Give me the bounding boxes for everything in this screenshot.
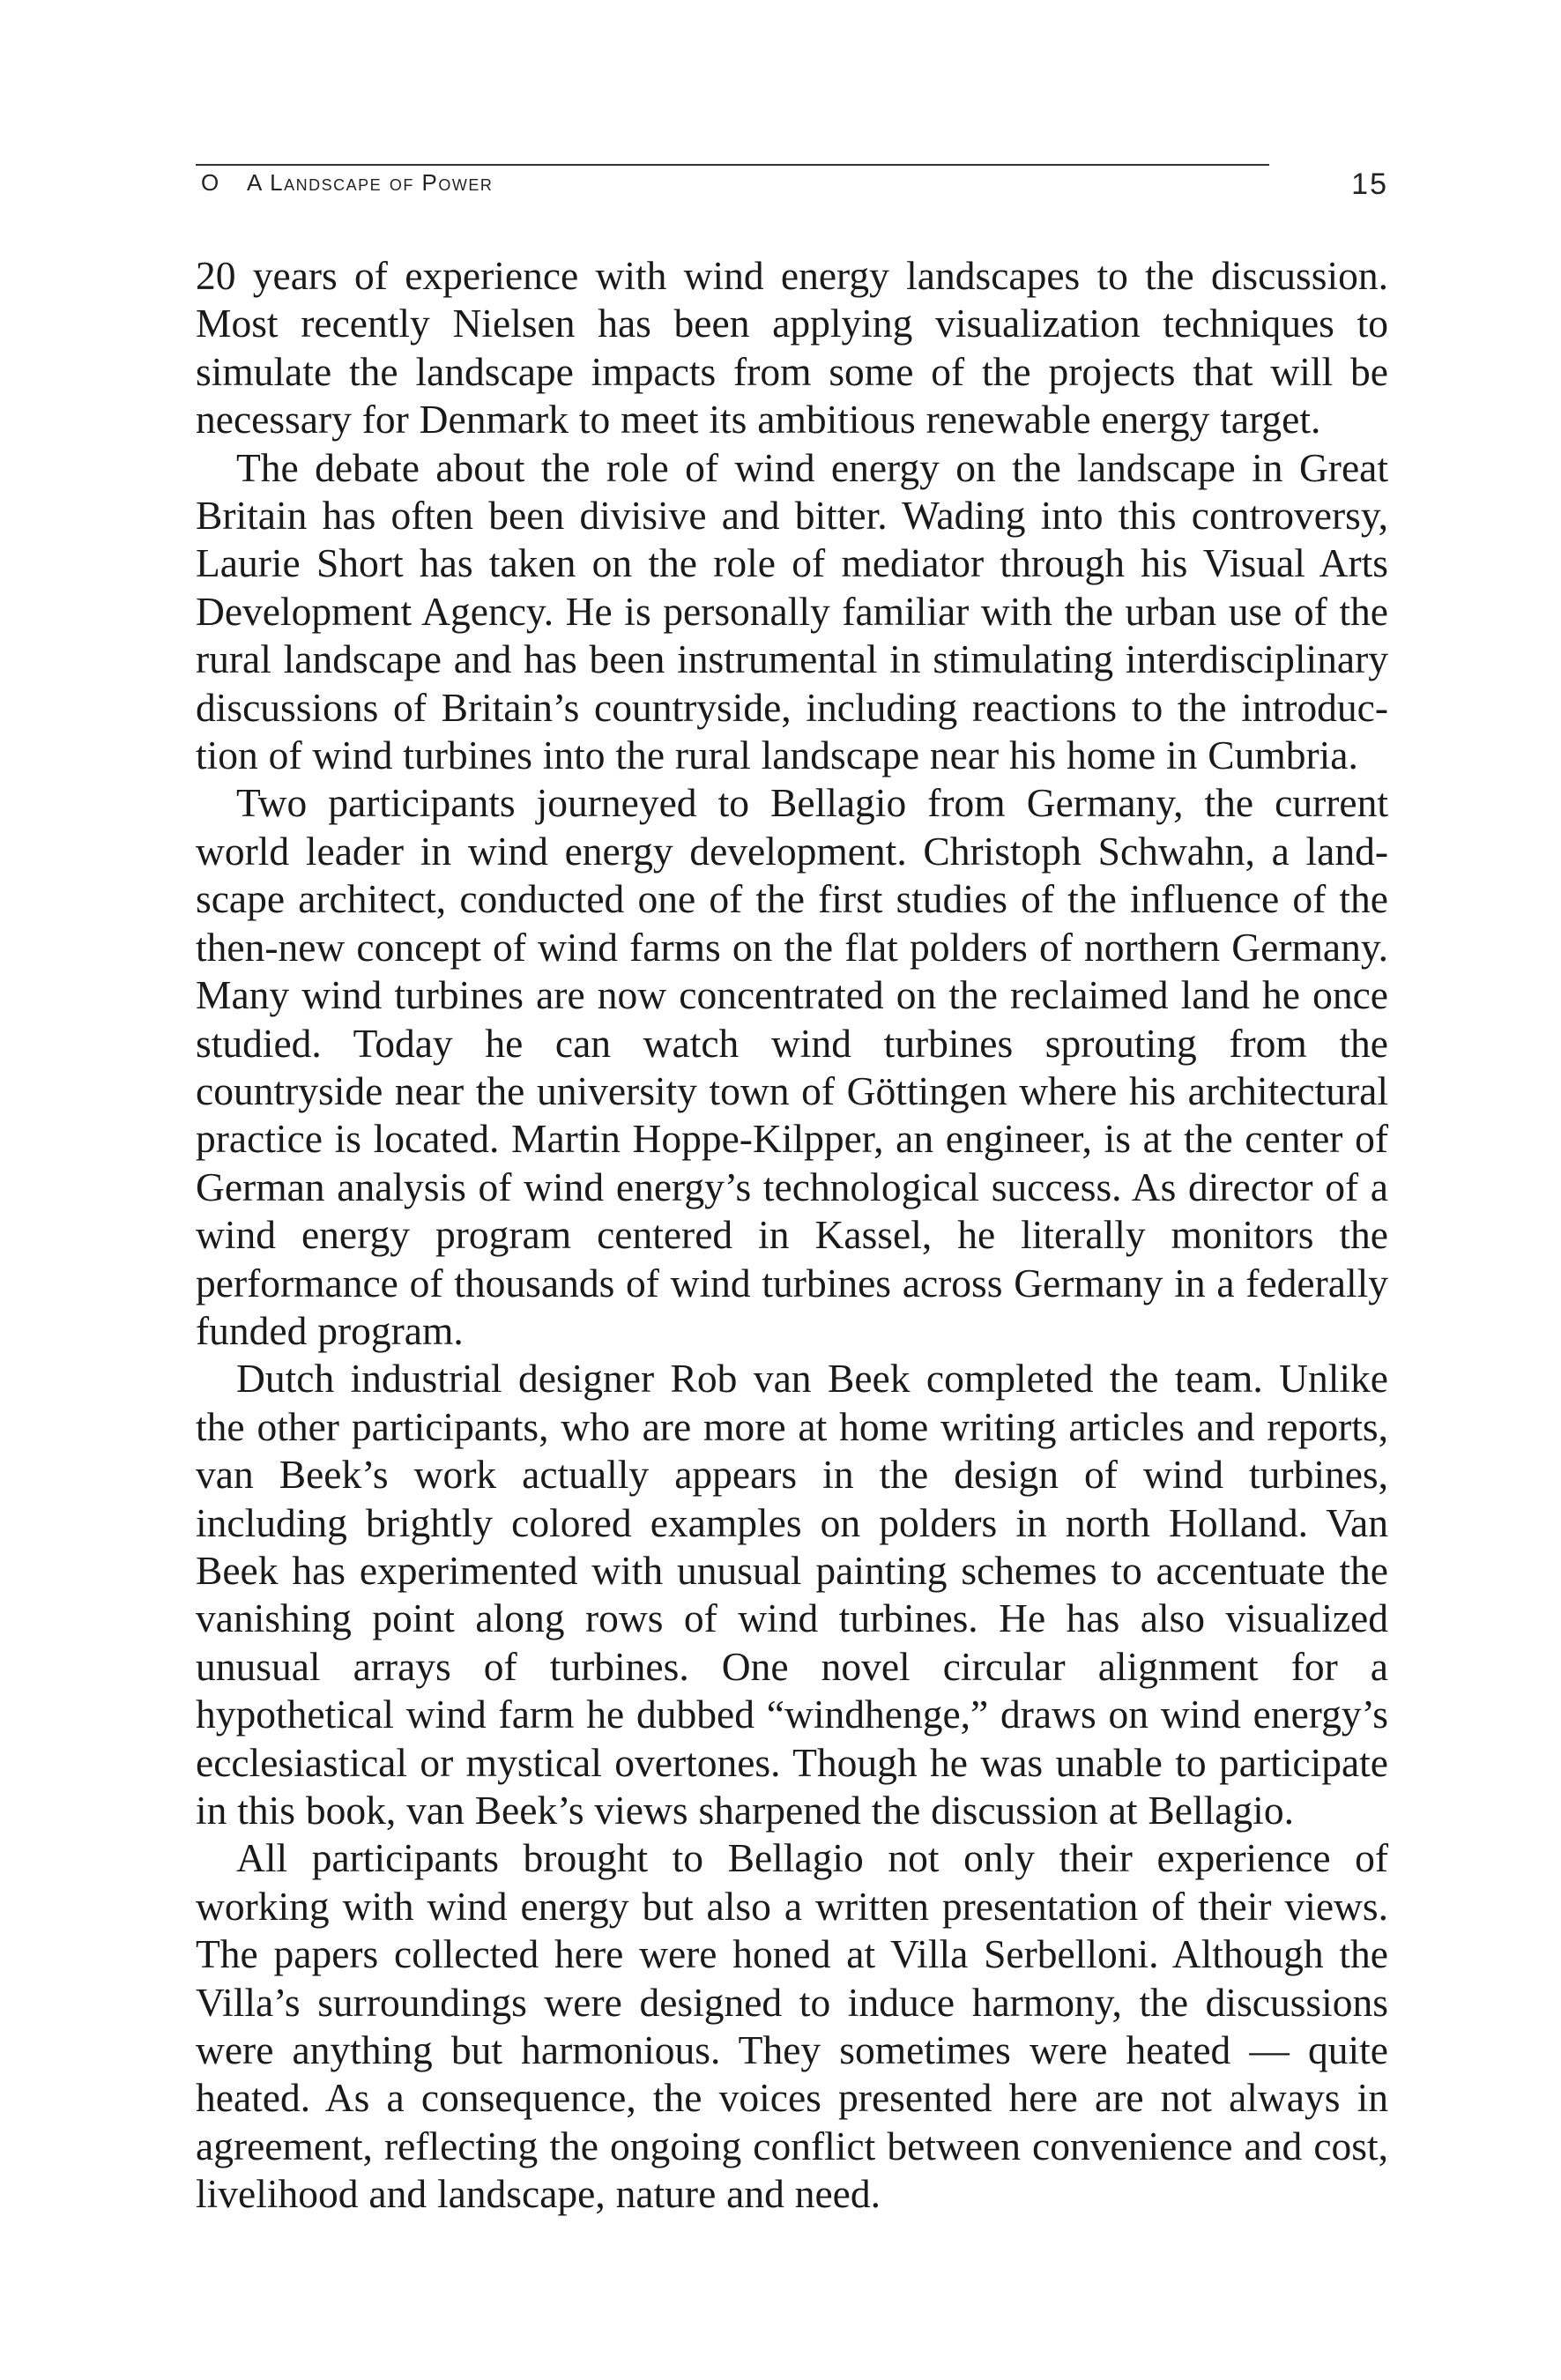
paragraph: All participants brought to Bellagio not only their experience of working with wind energy but also a written presentation of their views. The papers collected here were honed at Villa Serbelloni. Although the Villa’s surroundings were designed to induce harmony, the discussions were anything but harmonious. They sometimes were heated — quite heated. As a consequence, the voices presented here are not always in agreement, reflecting the ongoing conflict between convenience and cost, livelihood and landscape, nature and need. <box>196 1835 1388 2217</box>
paragraph: The debate about the role of wind energy on the landscape in Great Britain has often been divisive and bitter. Wading into this controversy, Laurie Short has taken on the role of mediator through his Visual Arts Development Agency. He is personally familiar with the urban use of the rural landscape and has been instrumental in stimulating interdisciplinary discussions of Britain’s countryside, including reactions to the introduction of wind turbines into the rural landscape near his home in Cumbria. <box>196 444 1388 778</box>
chapter-title: A Landscape of Power <box>247 169 494 196</box>
running-head <box>196 164 1388 203</box>
paragraph: Dutch industrial designer Rob van Beek completed the team. Unlike the other participants, who are more at home writing articles and reports, van Beek’s work actually appears in the design of wind turbines, including brightly colored examples on polders in north Holland. Van Beek has experimented with unusual painting schemes to accentuate the vanishing point along rows of wind turbines. He has also visualized unusual arrays of turbines. One novel circular alignment for a hypothetical wind farm he dubbed “windhenge,” draws on wind energy’s ecclesiastical or mystical overtones. Though he was unable to participate in this book, van Beek’s views sharpened the discussion at Bellagio. <box>196 1356 1388 1833</box>
paragraph: Two participants journeyed to Bellagio from Germany, the current world leader in wind energy development. Christoph Schwahn, a landscape architect, conducted one of the first studies of the influence of the then-new concept of wind farms on the flat polders of northern Germany. Many wind turbines are now concentrated on the reclaimed land he once studied. Today he can watch wind turbines sprouting from the countryside near the university town of Göttingen where his architectural practice is located. Martin Hoppe-Kilpper, an engineer, is at the center of German analysis of wind energy’s technological success. As director of a wind energy program centered in Kassel, he literally monitors the performance of thousands of wind turbines across Germany in a federally funded program. <box>196 780 1388 1353</box>
chapter-mark: O <box>201 169 219 196</box>
page-number: 15 <box>1351 167 1388 201</box>
body-text <box>196 252 1388 2219</box>
paragraph-continued: 20 years of experience with wind energy landscapes to the discussion. Most recently Nielsen has been applying visualization techniques to simulate the landscape impacts from some of the projects that will be necessary for Denmark to meet its ambitious renewable energy target. <box>196 253 1388 443</box>
header-rule <box>196 164 1269 166</box>
